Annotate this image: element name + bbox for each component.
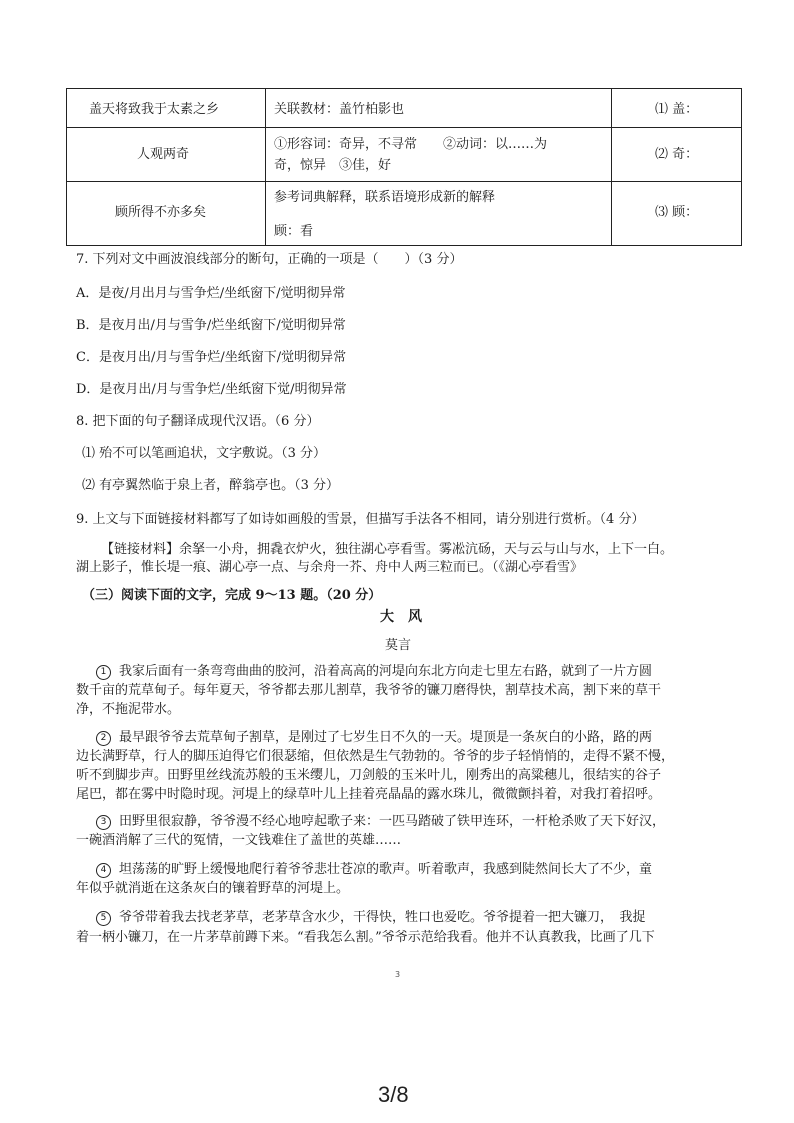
paragraph-number: 1 xyxy=(96,665,111,680)
table-divider xyxy=(67,127,741,128)
table-divider xyxy=(611,89,612,245)
q8-item-2: ⑵ 有亭翼然临于泉上者，醉翁亭也。（3 分） xyxy=(82,478,340,493)
paragraph-number: 4 xyxy=(96,863,111,878)
paragraph-1-line: 数千亩的荒草甸子。每年夏天，爷爷都去那儿割草，我爷爷的镰刀磨得快，割草技术高，割下来的草干 xyxy=(76,683,662,698)
table-cell-method: 关联教材：盖竹柏影也 xyxy=(274,102,405,117)
q7-option-c: C．是夜月出/月与雪争烂/坐纸窗下/觉明彻异常 xyxy=(76,350,347,365)
table-divider xyxy=(265,89,266,245)
paragraph-number: 5 xyxy=(96,911,111,926)
article-author: 莫言 xyxy=(385,638,412,653)
paragraph-5-line: 着一柄小镰刀，在一片茅草前蹲下来。“看我怎么割。”爷爷示范给我看。他并不认真教我，比画了几下 xyxy=(76,930,655,945)
section-heading: （三）阅读下面的文字，完成 9～13 题。（20 分） xyxy=(82,588,382,603)
paragraph-2-line: 听不到脚步声。田野里丝线流苏般的玉米缨儿，刀剑般的玉米叶儿，刚秀出的高粱穗儿，很结实的谷子 xyxy=(76,768,662,783)
table-cell-answer: ⑴ 盖： xyxy=(655,102,699,117)
q7-option-b: B．是夜月出/月与雪争/烂坐纸窗下/觉明彻异常 xyxy=(76,318,346,333)
paragraph-3-line: 一碗酒消解了三代的冤情，一文钱难住了盖世的英雄…… xyxy=(76,833,402,848)
table-cell-sentence: 人观两奇 xyxy=(137,147,190,162)
table-cell-method: 顾：看 xyxy=(274,224,314,239)
table-cell-method: ①形容词：奇异，不寻常 ②动词：以……为 xyxy=(274,137,548,152)
paragraph-1: 1 我家后面有一条弯弯曲曲的胶河，沿着高高的河堤向东北方向走七里左右路，就到了一片方圆 xyxy=(76,660,652,680)
page-indicator: 3/8 xyxy=(378,1082,409,1107)
paragraph-2-line: 尾巴，都在雾中时隐时现。河堤上的绿草叶儿上挂着亮晶晶的露水珠儿，微微颤抖着，对我打着招呼。 xyxy=(76,787,662,802)
paragraph-3: 3 田野里很寂静，爷爷漫不经心地哼起歌子来：一匹马踏破了铁甲连环，一杆枪杀败了天下好汉， xyxy=(76,810,665,830)
table-divider xyxy=(67,181,741,182)
paragraph-2: 2 最早跟爷爷去荒草甸子割草，是刚过了七岁生日不久的一天。堤顶是一条灰白的小路，路的两 xyxy=(76,726,652,746)
table-cell-sentence: 顾所得不亦多矣 xyxy=(115,205,207,220)
q7-option-d: D．是夜月出/月与雪争烂/坐纸窗下觉/明彻异常 xyxy=(76,382,347,397)
paragraph-5: 5 爷爷带着我去找老茅草，老茅草含水少，干得快，牲口也爱吃。爷爷提着一把大镰刀， 我捉 xyxy=(76,906,646,926)
q8-item-1: ⑴ 殆不可以笔画追状，文字敷说。（3 分） xyxy=(82,446,327,461)
paragraph-4: 4 坦荡荡的旷野上缓慢地爬行着爷爷悲壮苍凉的歌声。听着歌声，我感到陡然间长大了不少，童 xyxy=(76,858,652,878)
table-cell-sentence: 盖天将致我于太素之乡 xyxy=(89,102,220,117)
q8-stem: 8. 把下面的句子翻译成现代汉语。（6 分） xyxy=(76,414,320,429)
paragraph-number: 3 xyxy=(96,815,111,830)
article-title: 大 风 xyxy=(380,609,422,625)
table-cell-answer: ⑵ 奇： xyxy=(655,147,699,162)
paragraph-1-line: 净，不拖泥带水。 xyxy=(76,702,181,717)
paragraph-number: 2 xyxy=(96,731,111,746)
vocab-table xyxy=(66,88,742,246)
paragraph-2-line: 边长满野草，行人的脚压迫得它们很瑟缩，但依然是生气勃勃的。爷爷的步子轻悄悄的，走得不紧不慢， xyxy=(76,749,675,764)
q9-link-line-1: 【链接材料】余拏一小舟，拥毳衣炉火，独往湖心亭看雪。雾凇沆砀，天与云与山与水，上下一白。 xyxy=(101,542,674,557)
table-cell-method: 奇，惊异 ③佳，好 xyxy=(274,158,392,173)
q7-stem: 7. 下列对文中画波浪线部分的断句，正确的一项是（ ）（3 分） xyxy=(76,252,463,267)
q9-stem: 9. 上文与下面链接材料都写了如诗如画般的雪景，但描写手法各不相同，请分别进行赏析。（4 分） xyxy=(76,512,645,527)
q9-link-line-2: 湖上影子，惟长堤一痕、湖心亭一点、与余舟一芥、舟中人两三粒而已。（《湖心亭看雪》 xyxy=(76,560,584,575)
table-cell-method: 参考词典解释，联系语境形成新的解释 xyxy=(274,190,496,205)
paragraph-4-line: 年似乎就消逝在这条灰白的镶着野草的河堤上。 xyxy=(76,881,350,896)
table-cell-answer: ⑶ 顾： xyxy=(655,205,699,220)
q7-option-a: A．是夜/月出月与雪争烂/坐纸窗下/觉明彻异常 xyxy=(76,286,346,301)
page-number: 3 xyxy=(395,970,401,979)
